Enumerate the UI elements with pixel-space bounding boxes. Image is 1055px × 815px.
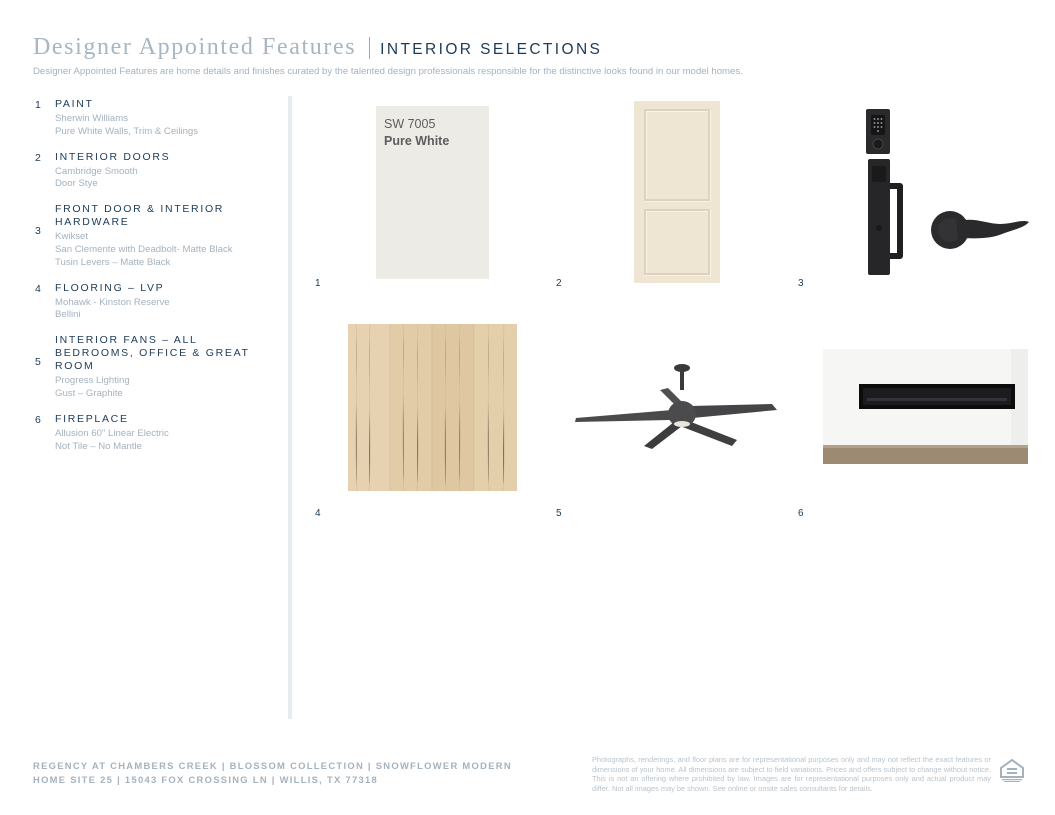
title-divider [369,37,370,59]
selection-detail: Gust – Graphite [55,387,123,399]
equal-housing-opportunity-icon [999,757,1025,783]
paint-swatch-image [376,106,489,279]
fan-blade [575,410,672,422]
legal-disclaimer: Photographs, renderings, and floor plans are for representational purposes only and may not reflect the exact features or dimensions of your home. All dimensions are subject to field variations. Prices and offers subject to change without notice. This is not an offering where prohibited by law. Images are for representational purposes only and actual product may differ. Not all images may be shown. See online or onsite sales consultants for details. [592,755,991,793]
selection-number: 5 [35,356,41,369]
ceiling-fan-image [572,362,780,454]
vertical-divider [288,96,292,719]
selection-title: FLOORING – LVP [55,281,165,294]
selection-title: PAINT [55,98,94,110]
selection-number: 4 [35,282,41,295]
footer-home-site: HOME SITE 25 | 15043 FOX CROSSING LN | WILLIS, TX 77318 [33,774,379,785]
selections-list [35,98,280,465]
selection-detail: Kwikset [55,231,89,243]
selection-title: INTERIOR FANS – ALL BEDROOMS, OFFICE & GREAT ROOM [55,334,250,373]
selection-detail: Cambridge Smooth [55,165,138,177]
footer-community: REGENCY AT CHAMBERS CREEK | BLOSSOM COLLECTION | SNOWFLOWER MODERN [33,760,512,771]
footer-address [33,759,512,787]
selection-detail: Pure White Walls, Trim & Ceilings [55,125,199,137]
page-title: Designer Appointed Features [33,34,357,60]
lvp-flooring-image [348,324,517,491]
image-label: 4 [315,508,321,519]
electric-fireplace-image [823,349,1028,464]
selection-item [35,413,280,454]
selection-item [35,203,280,269]
page-header [33,34,602,61]
selection-detail: Progress Lighting [55,375,130,387]
lever-handle [956,220,1029,239]
image-label: 1 [315,278,321,289]
selection-detail: Tusin Levers – Matte Black [55,256,171,268]
selection-number: 3 [35,225,41,238]
selection-item [35,151,280,192]
image-label: 5 [556,508,562,519]
selection-item [35,282,280,323]
page-subtitle: Designer Appointed Features are home details and finishes curated by the talented design professionals responsible for the distinctive looks found in our model homes. [33,66,743,77]
selection-detail: Not Tile – No Mantle [55,440,142,452]
door-panel-bottom [644,209,710,275]
swatch-code: SW 7005 [384,117,436,131]
swatch-name: Pure White [384,134,450,148]
selection-detail: Sherwin Williams [55,113,129,124]
fan-light [674,421,690,427]
selection-detail: Door Stye [55,178,98,190]
image-label: 2 [556,278,562,289]
selection-number: 2 [35,151,41,164]
selection-detail: Mohawk - Kinston Reserve [55,296,170,308]
selection-detail: San Clemente with Deadbolt- Matte Black [55,243,233,255]
fan-blade [690,404,777,418]
door-hardware-image [862,106,1032,281]
door-panel-top [644,109,710,201]
interior-door-image [634,101,720,283]
selection-title: INTERIOR DOORS [55,150,171,163]
selection-detail: Bellini [55,309,81,321]
image-label: 3 [798,278,804,289]
selection-number: 6 [35,413,41,426]
selection-number: 1 [35,99,41,111]
selection-item [35,334,280,401]
section-title: INTERIOR SELECTIONS [380,41,603,58]
image-label: 6 [798,508,804,519]
selection-title: FRONT DOOR & INTERIOR HARDWARE [55,203,225,229]
selection-item [35,98,280,139]
selection-detail: Allusion 60" Linear Electric [55,427,169,439]
selection-title: FIREPLACE [55,412,129,425]
